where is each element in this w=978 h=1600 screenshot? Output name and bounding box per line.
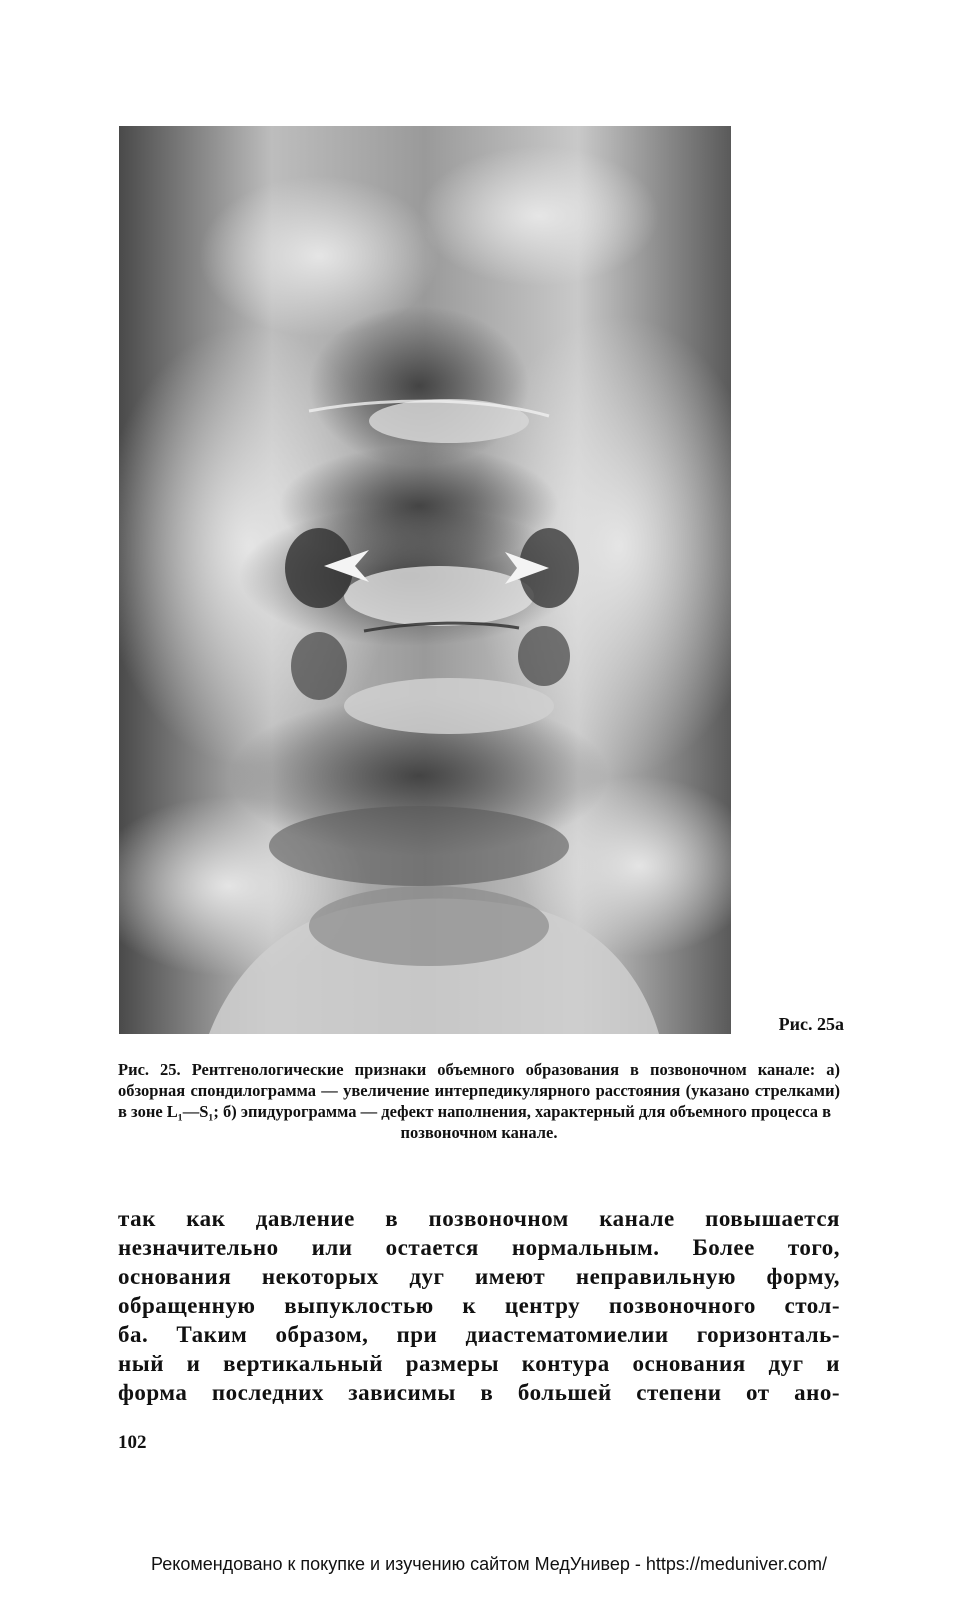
page-number: 102 [118, 1432, 147, 1453]
body-line: форма последних зависимы в большей степени от ано- [118, 1380, 840, 1405]
body-line: ный и вертикальный размеры контура основания дуг и [118, 1351, 840, 1376]
figure-caption [118, 1059, 840, 1143]
caption-main-text: Рис. 25. Рентгенологические признаки объемного образования в позвоночном канале: а) обзорная спондилограмма — увеличение интерпедикулярного расстояния (указано стрелками) в зоне L₁—S₁; б) эпидурограмма — дефект наполнения, характерный для объемного процесса в [118, 1060, 840, 1121]
body-line: ба. Таким образом, при диастематомиелии горизонталь- [118, 1322, 840, 1347]
figure-label: Рис. 25а [778, 1014, 844, 1034]
body-line: обращенную выпуклостью к центру позвоночного стол- [118, 1293, 840, 1318]
body-paragraph [118, 1204, 840, 1407]
footer-note: Рекомендовано к покупке и изучению сайтом МедУнивер - https://meduniver.com/ [151, 1554, 827, 1574]
spine-xray-image [119, 126, 731, 1034]
body-line: так как давление в позвоночном канале повышается [118, 1206, 840, 1231]
body-line: основания некоторых дуг имеют неправильную форму, [118, 1264, 840, 1289]
caption-last-line: позвоночном канале. [400, 1123, 558, 1142]
xray-graphic [119, 126, 731, 1034]
body-line: незначительно или остается нормальным. Более того, [118, 1235, 840, 1260]
